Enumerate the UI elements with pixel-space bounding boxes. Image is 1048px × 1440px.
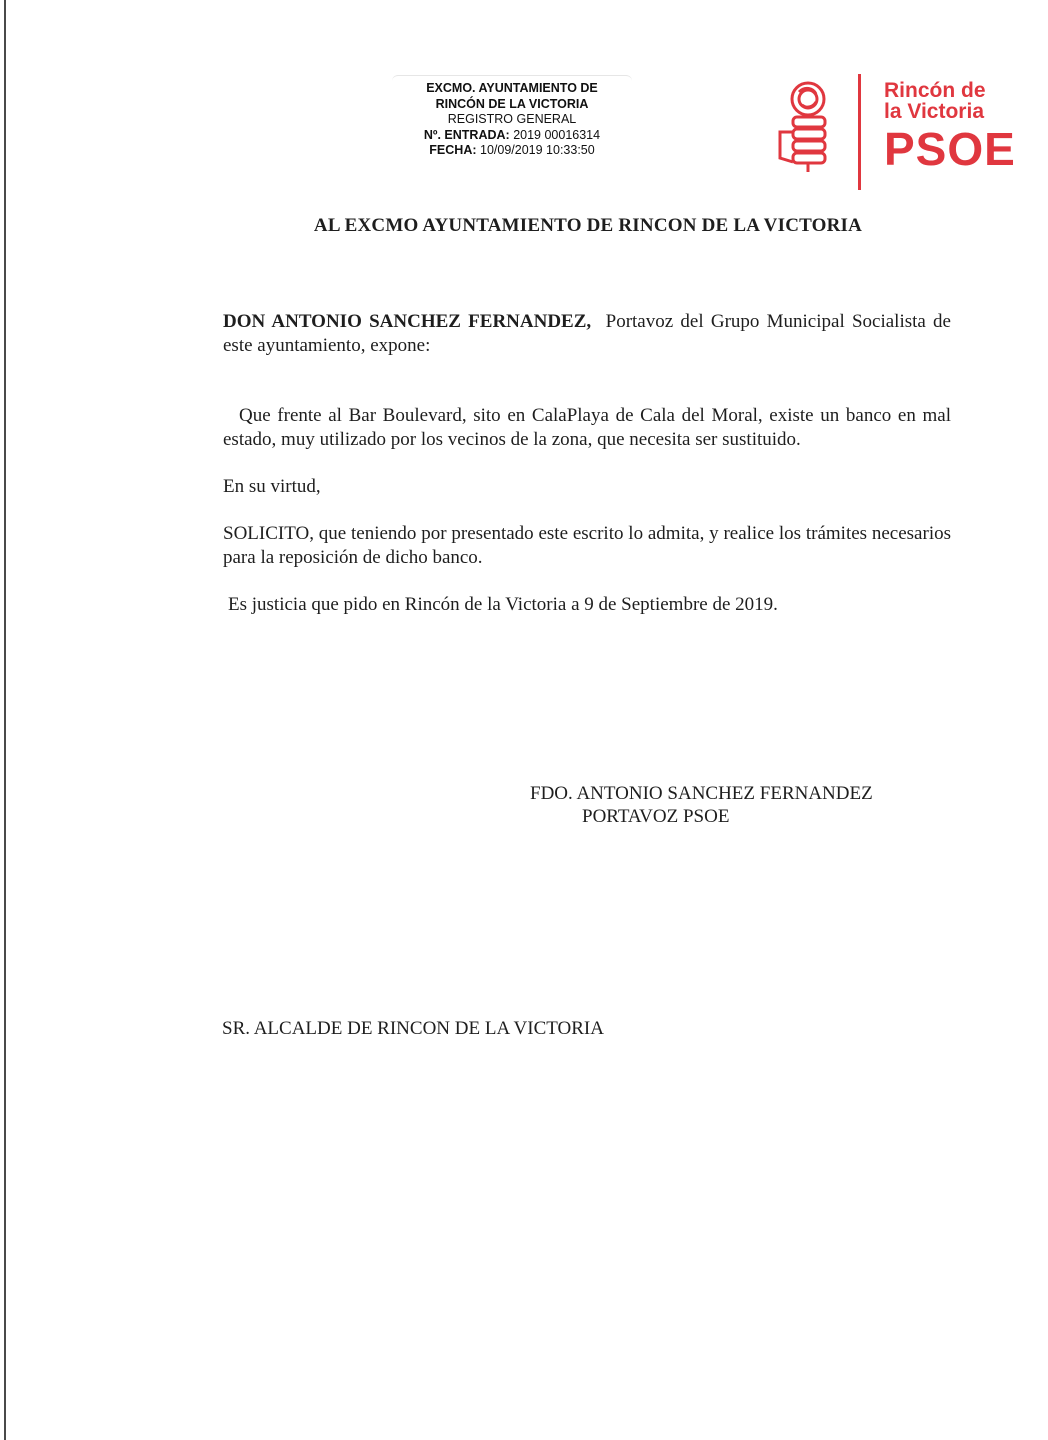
document-heading: AL EXCMO AYUNTAMIENTO DE RINCON DE LA VICTORIA [313,215,863,236]
intro-text: Portavoz del Grupo Municipal Socialista de este ayuntamiento, expone: [223,311,951,356]
addressee: SR. ALCALDE DE RINCON DE LA VICTORIA [222,1018,604,1039]
stamp-fecha-label: FECHA: [429,143,477,157]
logo-line-2: la Victoria [884,100,984,123]
registry-stamp [392,75,632,167]
closing-paragraph: Es justicia que pido en Rincón de la Victoria a 9 de Septiembre de 2019. [228,594,778,615]
logo-divider [858,74,861,190]
logo-line-1: Rincón de [884,79,986,102]
stamp-fecha-value: 10/09/2019 10:33:50 [480,143,595,157]
stamp-fecha [392,143,632,159]
psoe-logo [772,72,1016,192]
stamp-line-3: REGISTRO GENERAL [447,112,577,126]
intro-paragraph [223,310,951,357]
body-paragraph-1: Que frente al Bar Boulevard, sito en CalaPlaya de Cala del Moral, existe un banco en mal estado, muy utilizado por los vecinos de la zona, que necesita ser sustituido. [223,405,951,450]
body-paragraph-2: En su virtud, [223,476,321,497]
sender-name: DON ANTONIO SANCHEZ FERNANDEZ, [223,311,592,332]
stamp-line-2: RINCÓN DE LA VICTORIA [435,96,589,111]
request-paragraph: SOLICITO, que teniendo por presentado este escrito lo admita, y realice los trámites necesarios para la reposición de dicho banco. [223,523,951,568]
signature-name: FDO. ANTONIO SANCHEZ FERNANDEZ [530,783,873,804]
signature-title: PORTAVOZ PSOE [582,806,730,827]
stamp-entrada-value: 2019 00016314 [513,127,601,142]
logo-party-name: PSOE [884,123,1016,175]
logo-text [884,79,1016,175]
stamp-entrada [392,128,632,144]
fist-and-rose-icon [772,72,842,182]
stamp-line-1: EXCMO. AYUNTAMIENTO DE [426,81,598,95]
stamp-entrada-label: Nº. ENTRADA: [423,127,510,142]
